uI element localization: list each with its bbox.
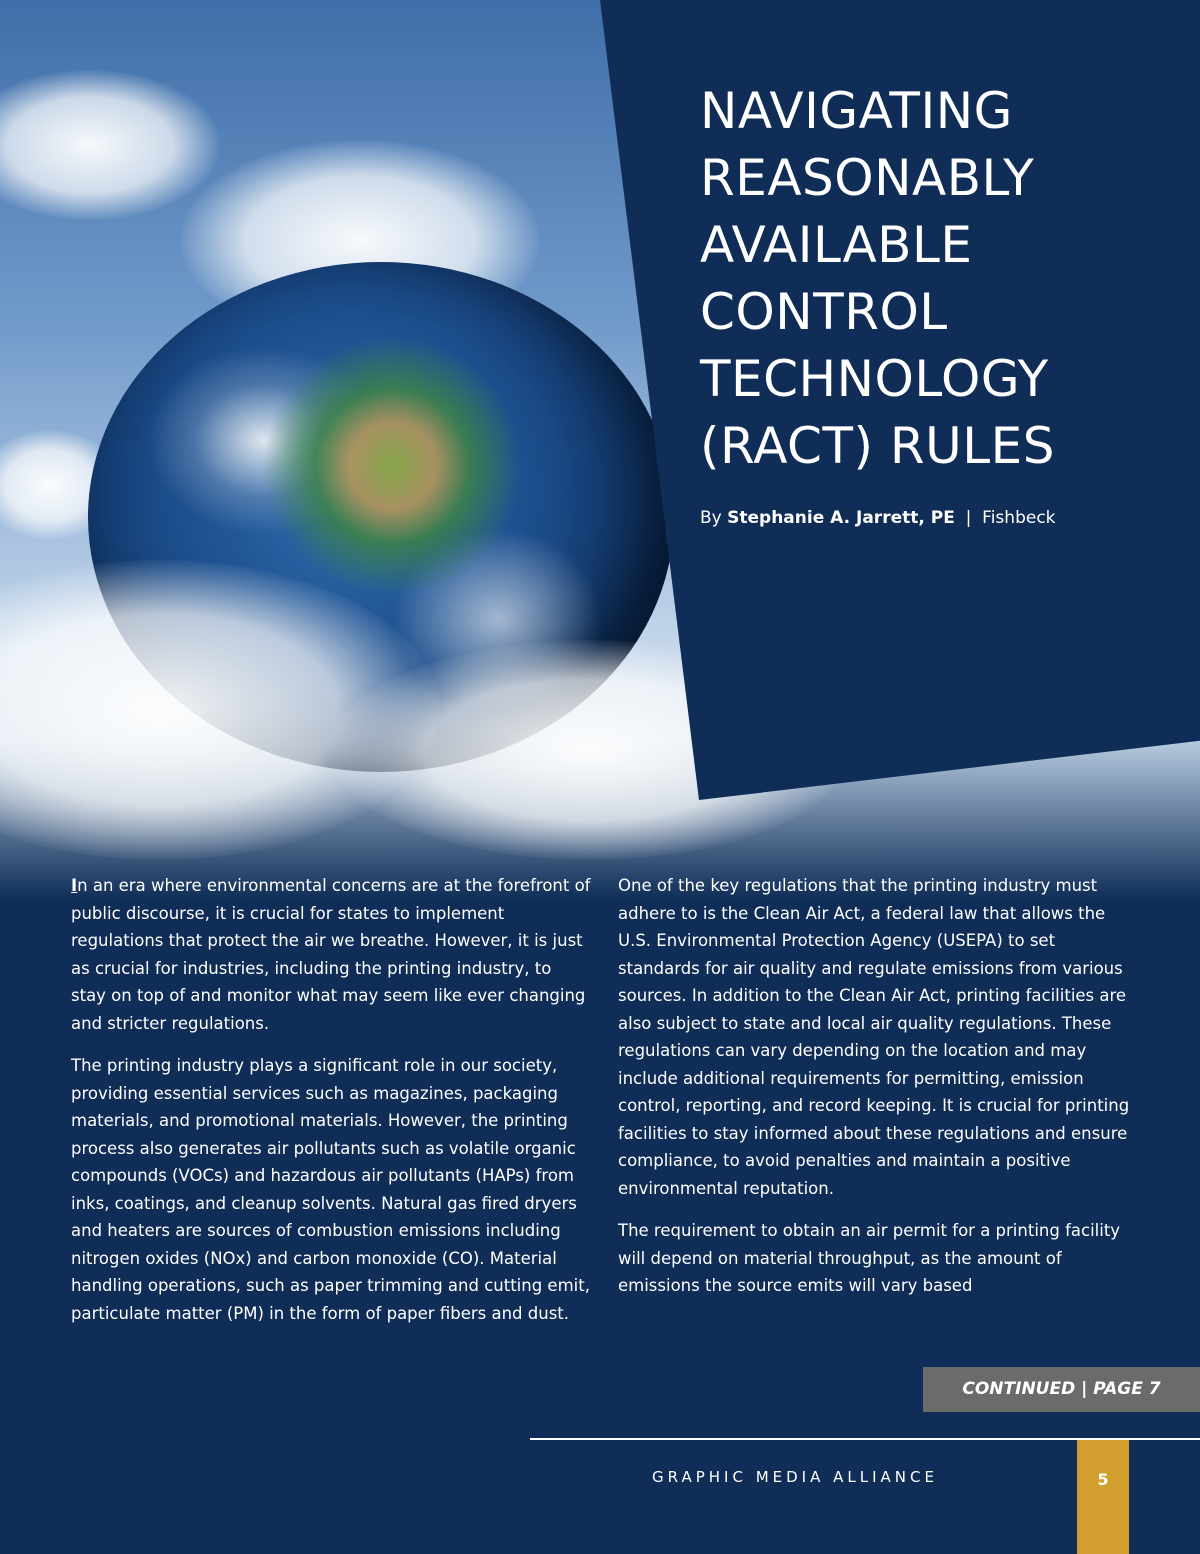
continued-link[interactable]: CONTINUED | PAGE 7 (923, 1367, 1200, 1412)
paragraph: The printing industry plays a significant role in our society, providing essential services such as magazines, packaging materials, and promotional materials. However, the printing process also generates air pollutants such as volatile organic compounds (VOCs) and hazardous air pollutants (HAPs) from inks, coatings, and cleanup solvents. Natural gas fired dryers and heaters are sources of combustion emissions including nitrogen oxides (NOx) and carbon monoxide (CO). Material handling operations, such as paper trimming and cutting emit, particulate matter (PM) in the form of paper fibers and dust. (71, 1056, 590, 1323)
page-number-tab (1077, 1440, 1129, 1554)
byline-prefix: By (700, 508, 722, 528)
footer-publication-name: GRAPHIC MEDIA ALLIANCE (652, 1468, 938, 1486)
cloud-top-left (0, 70, 220, 220)
byline (700, 508, 1056, 528)
paragraph: One of the key regulations that the printing industry must adhere to is the Clean Air Act, a federal law that allows the U.S. Environmental Protection Agency (USEPA) to set standards for air quality and regulate emissions from various sources. In addition to the Clean Air Act, printing facilities are also subject to state and local air quality regulations. These regulations can vary depending on the location and may include additional requirements for permitting, emission control, reporting, and record keeping. It is crucial for printing facilities to stay informed about these regulations and ensure compliance, to avoid penalties and maintain a positive environmental reputation. (618, 876, 1130, 1198)
body-column-left (71, 872, 591, 1342)
paragraph (71, 872, 591, 1037)
body-column-right (618, 872, 1138, 1315)
author-organization: Fishbeck (982, 508, 1056, 528)
article-title: NAVIGATING REASONABLY AVAILABLE CONTROL TECHNOLOGY (RACT) RULES (700, 82, 1055, 475)
page-number: 5 (1097, 1470, 1109, 1489)
paragraph-text: n an era where environmental concerns are at the forefront of public discourse, it is crucial for states to implement regulations that protect the air we breathe. However, it is just as crucial for industries, including the printing industry, to stay on top of and monitor what may seem like ever changing and stricter regulations. (71, 876, 591, 1033)
author-name: Stephanie A. Jarrett, PE (727, 508, 955, 528)
drop-cap: I (71, 876, 78, 895)
paragraph: The requirement to obtain an air permit for a printing facility will depend on material throughput, as the amount of emissions the source emits will vary based (618, 1221, 1121, 1295)
byline-separator: | (965, 508, 972, 528)
